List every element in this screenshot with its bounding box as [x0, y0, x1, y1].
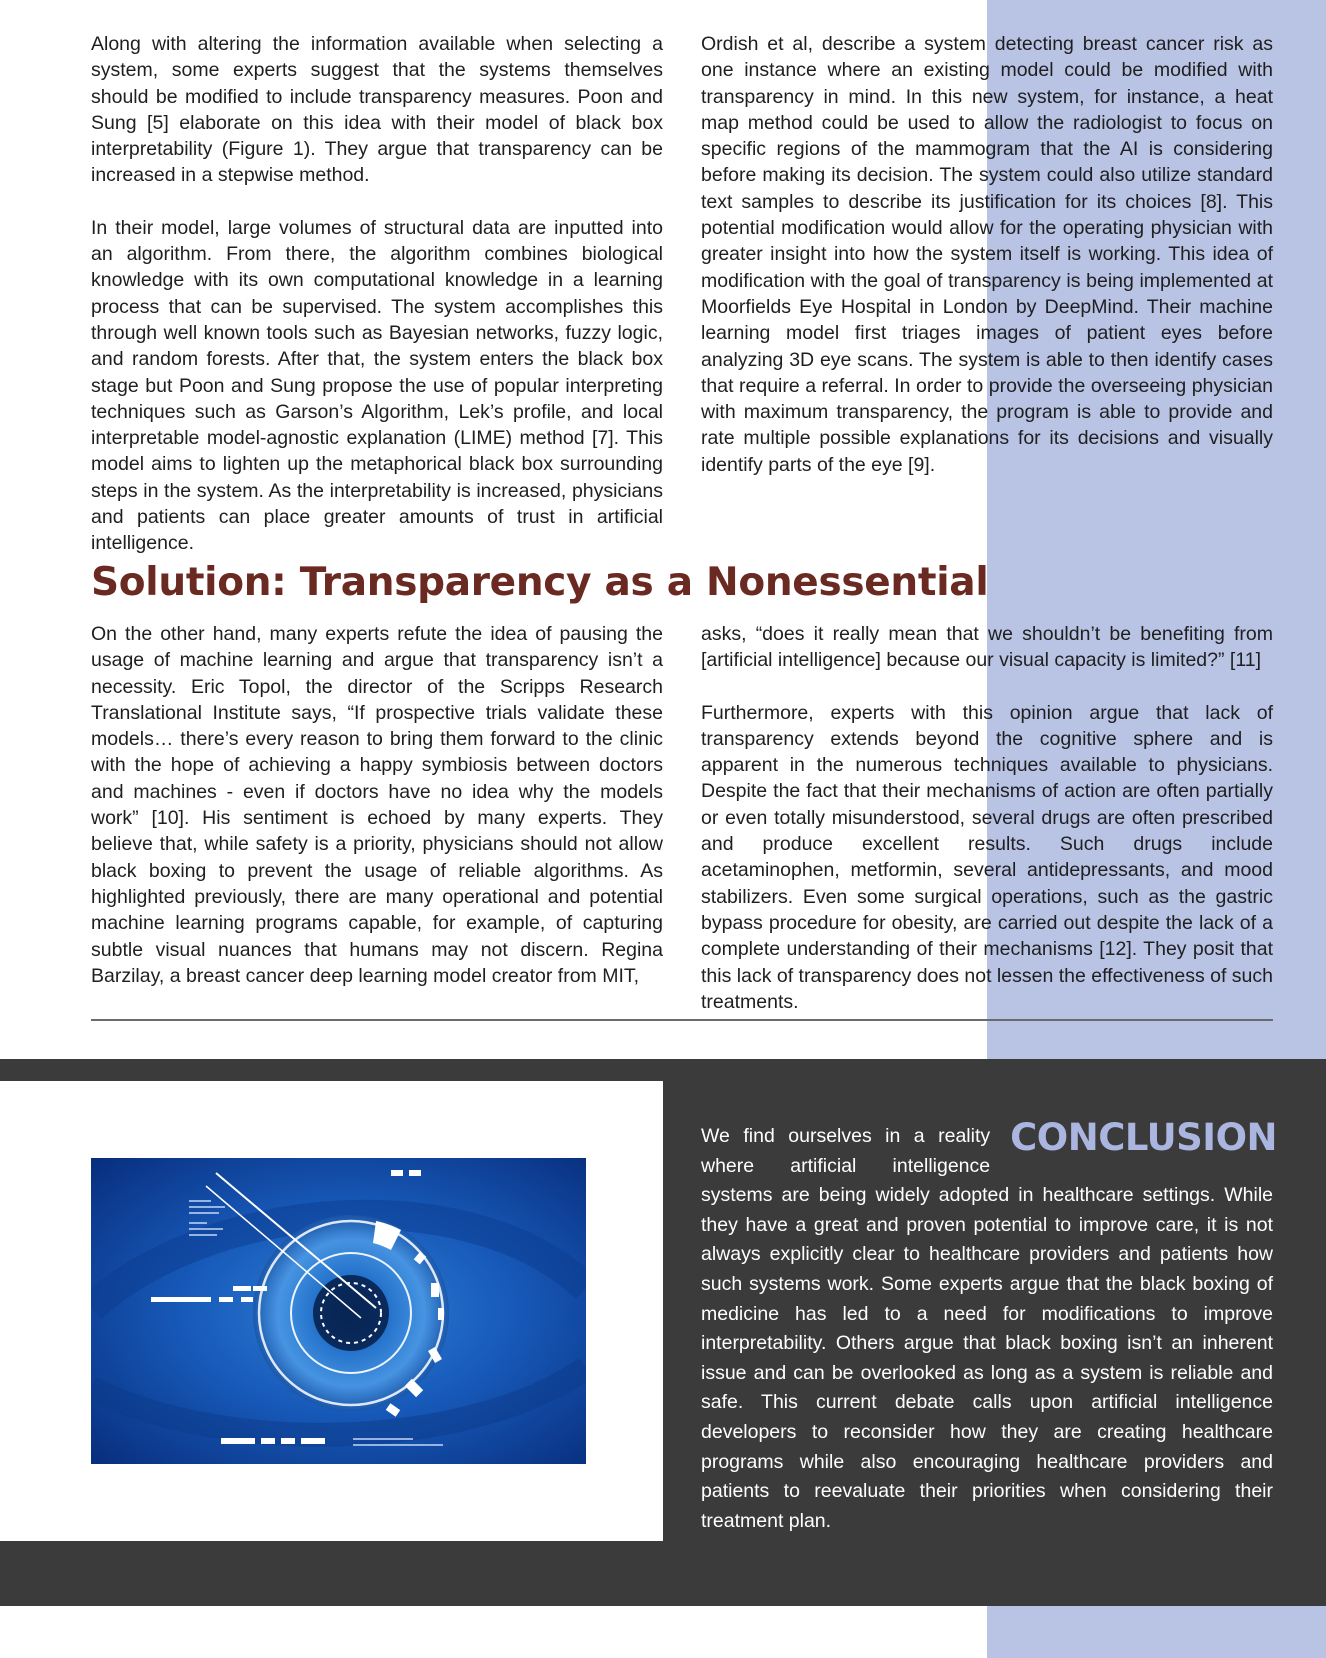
article-column-right-bottom: [701, 621, 1273, 1015]
conclusion-title: CONCLUSION: [1010, 1116, 1277, 1159]
eye-scan-image: [91, 1158, 586, 1464]
article-column-left-top: [91, 31, 663, 557]
paragraph-barzilay-quote: asks, “does it really mean that we shouldn’t be benefiting from [artificial intelligence] because our visual capacity is limited?” [11]: [701, 623, 1273, 672]
article-column-right-top: [701, 31, 1273, 478]
paragraph-topol-barzilay: On the other hand, many experts refute the idea of pausing the usage of machine learning and argue that transparency isn’t a necessity. Eric Topol, the director of the Scripps Research Translational Institute says, “If prospective trials validate these models… there’s every reason to bring them forward to the clinic with the hope of achieving a happy symbiosis between doctors and machines - even if doctors have no idea why the models work” [10]. His sentiment is echoed by many experts. They believe that, while safety is a priority, physicians should not allow black boxing to prevent the usage of reliable algorithms. As highlighted previously, there are many operational and potential machine learning programs capable, for example, of capturing subtle visual nuances that humans may not discern. Regina Barzilay, a breast cancer deep learning model creator from MIT,: [91, 623, 663, 987]
paragraph-poon-sung-model: In their model, large volumes of structural data are inputted into an algorithm. From there, the algorithm combines biological knowledge with its own computational knowledge in a learning process that can be supervised. The system accomplishes this through well known tools such as Bayesian networks, fuzzy logic, and random forests. After that, the system enters the black box stage but Poon and Sung propose the use of popular interpreting techniques such as Garson’s Algorithm, Lek’s profile, and local interpretable model-agnostic explanation (LIME) method [7]. This model aims to lighten up the metaphorical black box surrounding steps in the system. As the interpretability is increased, physicians and patients can place greater amounts of trust in artificial intelligence.: [91, 216, 663, 555]
article-column-left-bottom: [91, 621, 663, 989]
section-divider: [91, 1019, 1273, 1021]
paragraph-stepwise-transparency: Along with altering the information available when selecting a system, some experts suggest that the systems themselves should be modified to include transparency measures. Poon and Sung [5] elaborate on this idea with their model of black box interpretability (Figure 1). They argue that transparency can be increased in a stepwise method.: [91, 33, 663, 187]
paragraph-ordish-deepmind: Ordish et al, describe a system detecting breast cancer risk as one instance where an existing model could be modified with transparency in mind. In this new system, for instance, a heat map method could be used to allow the radiologist to focus on specific regions of the mammogram that the AI is considering before making its decision. The system could also utilize standard text samples to describe its justification for its choices [8]. This potential modification would allow for the operating physician with greater insight into how the system itself is working. This idea of modification with the goal of transparency is being implemented at Moorfields Eye Hospital in London by DeepMind. Their machine learning model first triages images of patient eyes before analyzing 3D eye scans. The system is able to then identify cases that require a referral. In order to provide the overseeing physician with maximum transparency, the program is able to provide and rate multiple possible explanations for its decisions and visually identify parts of the eye [9].: [701, 33, 1273, 476]
conclusion-body: We find ourselves in a reality where artificial intelligence systems are being widely adopted in healthcare settings. While they have a great and proven potential to improve care, it is not always explicitly clear to healthcare providers and patients how such systems work. Some experts argue that the black boxing of medicine has led to a need for modifications to improve interpretability. Others argue that black boxing isn’t an inherent issue and can be overlooked as long as a system is reliable and safe. This current debate calls upon artificial intelligence developers to reconsider how they are creating healthcare programs while also encouraging healthcare providers and patients to reevaluate their priorities when considering their treatment plan.: [701, 1125, 1273, 1532]
conclusion-section: [701, 1116, 1277, 1536]
paragraph-drug-mechanisms: Furthermore, experts with this opinion argue that lack of transparency extends beyond the cognitive sphere and is apparent in the numerous techniques available to physicians. Despite the fact that their mechanisms of action are often partially or even totally misunderstood, several drugs are often prescribed and produce excellent results. Such drugs include acetaminophen, metformin, several antidepressants, and mood stabilizers. Even some surgical operations, such as the gastric bypass procedure for obesity, are carried out despite the lack of a complete understanding of their mechanisms [12]. They posit that this lack of transparency does not lessen the effectiveness of such treatments.: [701, 701, 1273, 1013]
section-heading: Solution: Transparency as a Nonessential: [91, 560, 989, 605]
